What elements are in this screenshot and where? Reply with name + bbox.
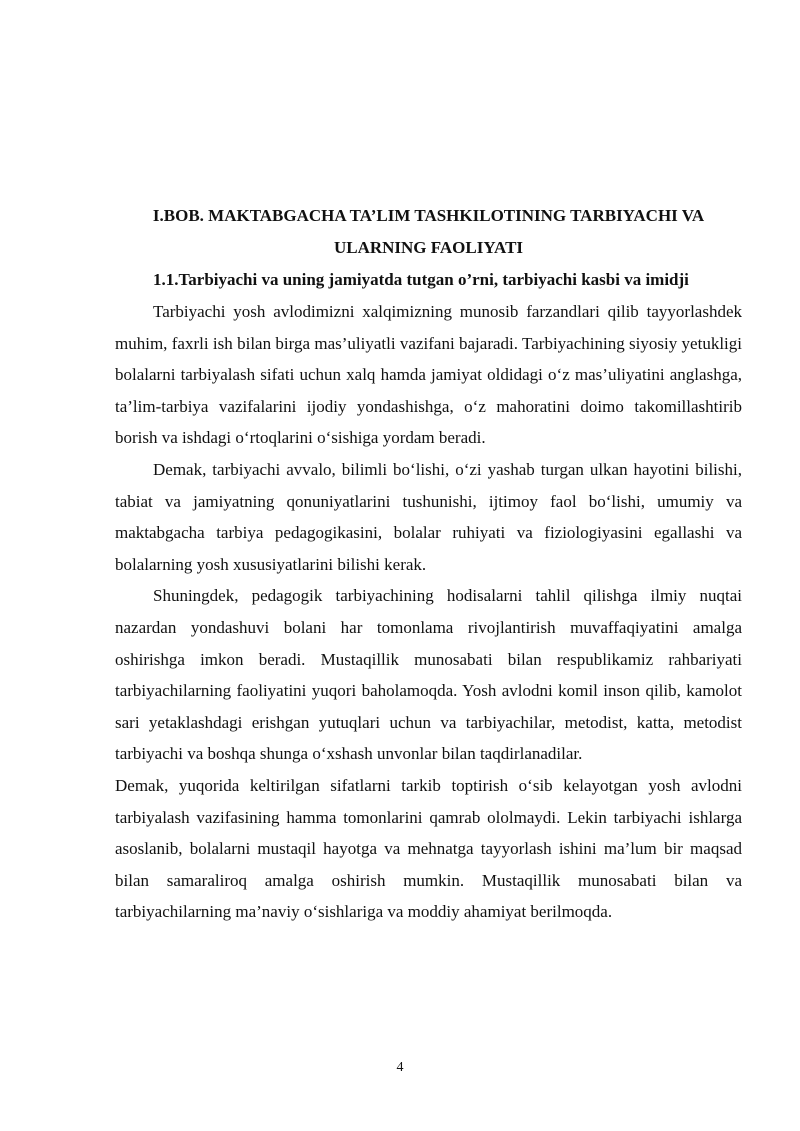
paragraph-1: Tarbiyachi yosh avlodimizni xalqimizning munosib farzandlari qilib tayyorlashdek muhim, faxrli ish bilan birga mas’uliyatli vazifani bajaradi. Tarbiyachining siyosiy yetukligi bolalarni tarbiyalash sifati uchun xalq hamda jamiyat oldidagi o‘z mas’uliyatini anglashga, ta’lim-tarbiya vazifalarini ijodiy yondashishga, o‘z mahoratini doimo takomillashtirib borish va ishdagi o‘rtoqlarini o‘sishiga yordam beradi. — [115, 302, 742, 448]
paragraph-3: Shuningdek, pedagogik tarbiyachining hodisalarni tahlil qilishga ilmiy nuqtai nazardan yondashuvi bolani har tomonlama rivojlantirish muvaffaqiyatini amalga oshirishga imkon beradi. Mustaqillik munosabati bilan respublikamiz rahbariyati tarbiyachilarning faoliyatini yuqori baholamoqda. Yosh avlodni komil inson qilib, kamolot sari yetaklashdagi erishgan yutuqlari uchun va tarbiyachilar, metodist, katta, metodist tarbiyachi va boshqa shunga o‘xshash unvonlar bilan taqdirlanadilar. — [115, 586, 742, 764]
section-title: 1.1.Tarbiyachi va uning jamiyatda tutgan o’rni, tarbiyachi kasbi va imidji — [153, 270, 689, 289]
page-number: 4 — [396, 1060, 404, 1075]
paragraph-4: Demak, yuqorida keltirilgan sifatlarni tarkib toptirish o‘sib kelayotgan yosh avlodni tarbiyalash vazifasining hamma tomonlarini qamrab ololmaydi. Lekin tarbiyachi ishlarga asoslanib, bolalarni mustaqil hayotga va mehnatga tayyorlash ishini ma’lum bir maqsad bilan samaraliroq amalga oshirish mumkin. Mustaqillik munosabati bilan va tarbiyachilarning ma’naviy o‘sishlariga va moddiy ahamiyat berilmoqda. — [115, 775, 742, 922]
paragraph-2: Demak, tarbiyachi avvalo, bilimli bo‘lishi, o‘zi yashab turgan ulkan hayotini bilishi, tabiat va jamiyatning qonuniyatlarini tushunishi, ijtimoy faol bo‘lishi, umumiy va maktabgacha tarbiya pedagogikasini, bolalar ruhiyati va fiziologiyasini egallashi va bolalarning yosh xususiyatlarini bilishi kerak. — [115, 459, 742, 574]
chapter-title: I.BOB. MAKTABGACHA TA’LIM TASHKILOTINING TARBIYACHI VA ULARNING FAOLIYATI — [152, 206, 705, 257]
